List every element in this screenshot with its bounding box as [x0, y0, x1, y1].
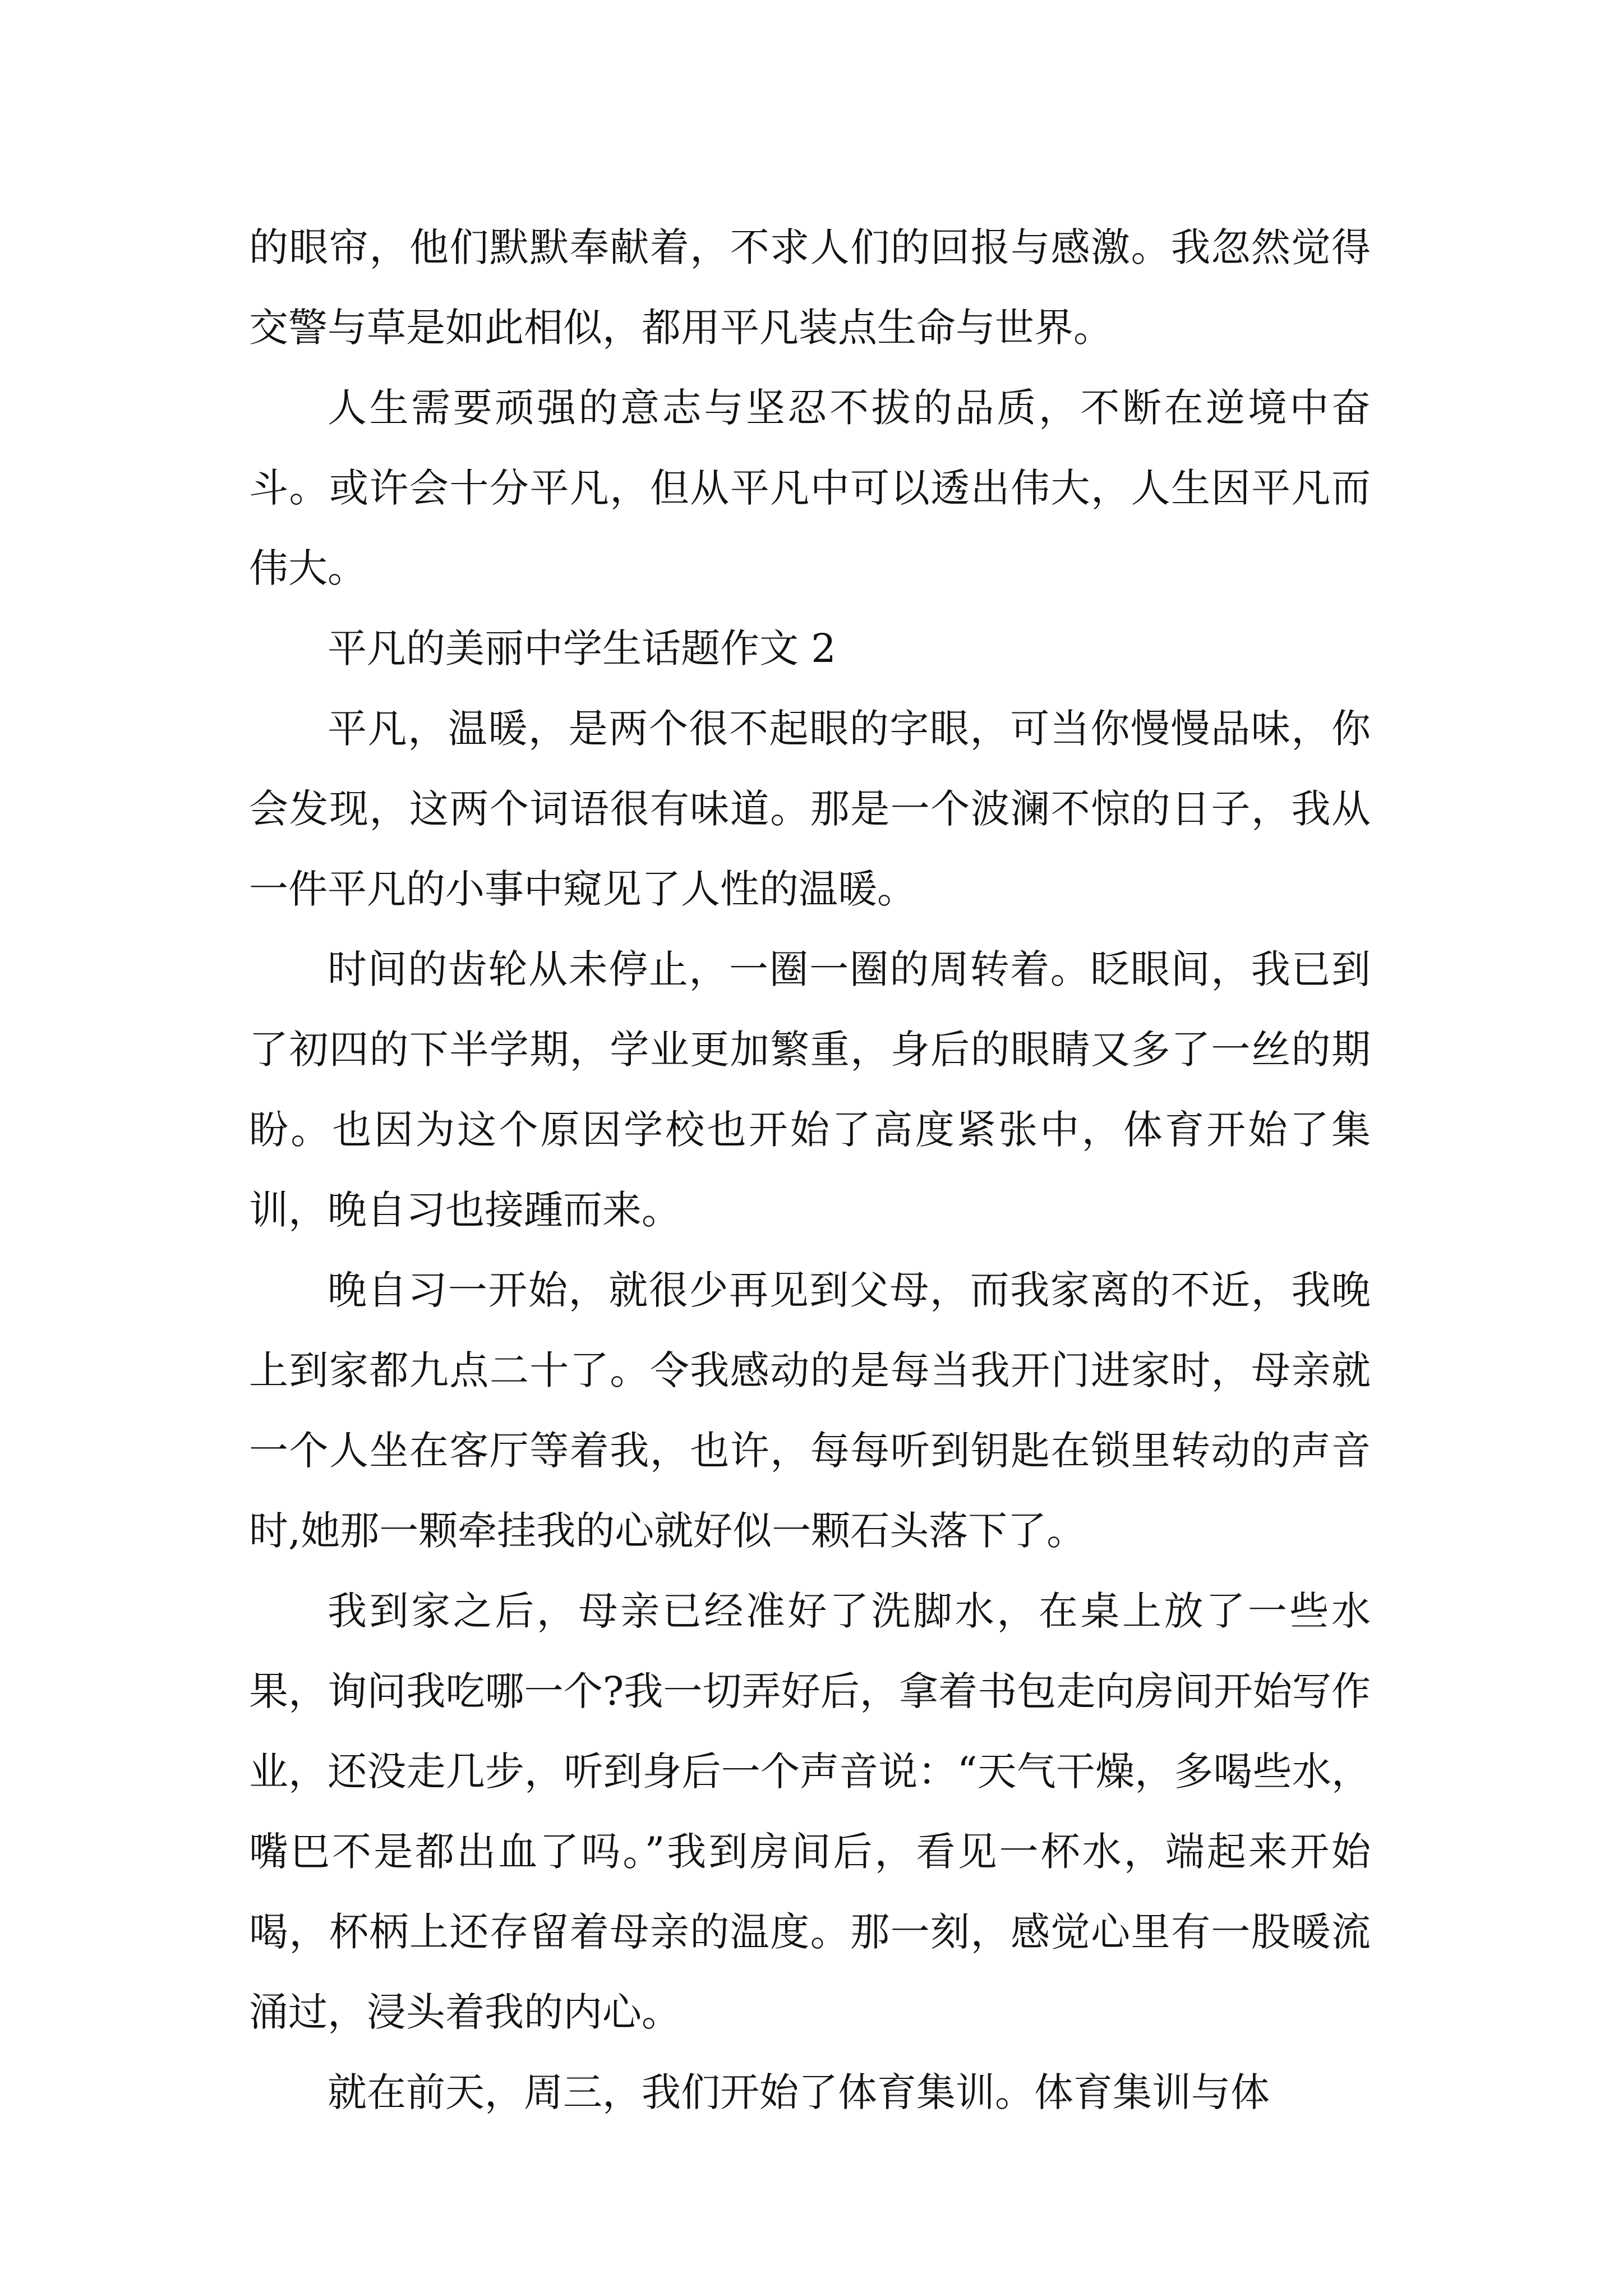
paragraph-continuation: 的眼帘，他们默默奉献着，不求人们的回报与感激。我忽然觉得交警与草是如此相似，都用平凡装点生命与世界。: [249, 224, 1371, 351]
paragraph: 晚自习一开始，就很少再见到父母，而我家离的不近，我晚上到家都九点二十了。令我感动的是每当我开门进家时，母亲就一个人坐在客厅等着我，也许，每每听到钥匙在锁里转动的声音时,她那一颗牵挂我的心就好似一颗石头落下了。: [249, 1267, 1371, 1554]
essay-title: 平凡的美丽中学生话题作文 2: [328, 625, 836, 671]
document-body: [249, 208, 1371, 2133]
paragraph: 人生需要顽强的意志与坚忍不拔的品质，不断在逆境中奋斗。或许会十分平凡，但从平凡中可以透出伟大，人生因平凡而伟大。: [249, 385, 1371, 591]
paragraph: 就在前天，周三，我们开始了体育集训。体育集训与体: [328, 2069, 1270, 2115]
paragraph: 平凡，温暖，是两个很不起眼的字眼，可当你慢慢品味，你会发现，这两个词语很有味道。那是一个波澜不惊的日子，我从一件平凡的小事中窥见了人性的温暖。: [249, 706, 1371, 912]
paragraph: 时间的齿轮从未停止，一圈一圈的周转着。眨眼间，我已到了初四的下半学期，学业更加繁重，身后的眼睛又多了一丝的期盼。也因为这个原因学校也开始了高度紧张中，体育开始了集训，晚自习也接踵而来。: [249, 946, 1371, 1233]
paragraph: 我到家之后，母亲已经准好了洗脚水，在桌上放了一些水果，询问我吃哪一个?我一切弄好后，拿着书包走向房间开始写作业，还没走几步，听到身后一个声音说：“天气干燥，多喝些水，嘴巴不是都出血了吗。”我到房间后，看见一杯水，端起来开始喝，杯柄上还存留着母亲的温度。那一刻，感觉心里有一股暖流涌过，浸头着我的内心。: [249, 1588, 1371, 2035]
